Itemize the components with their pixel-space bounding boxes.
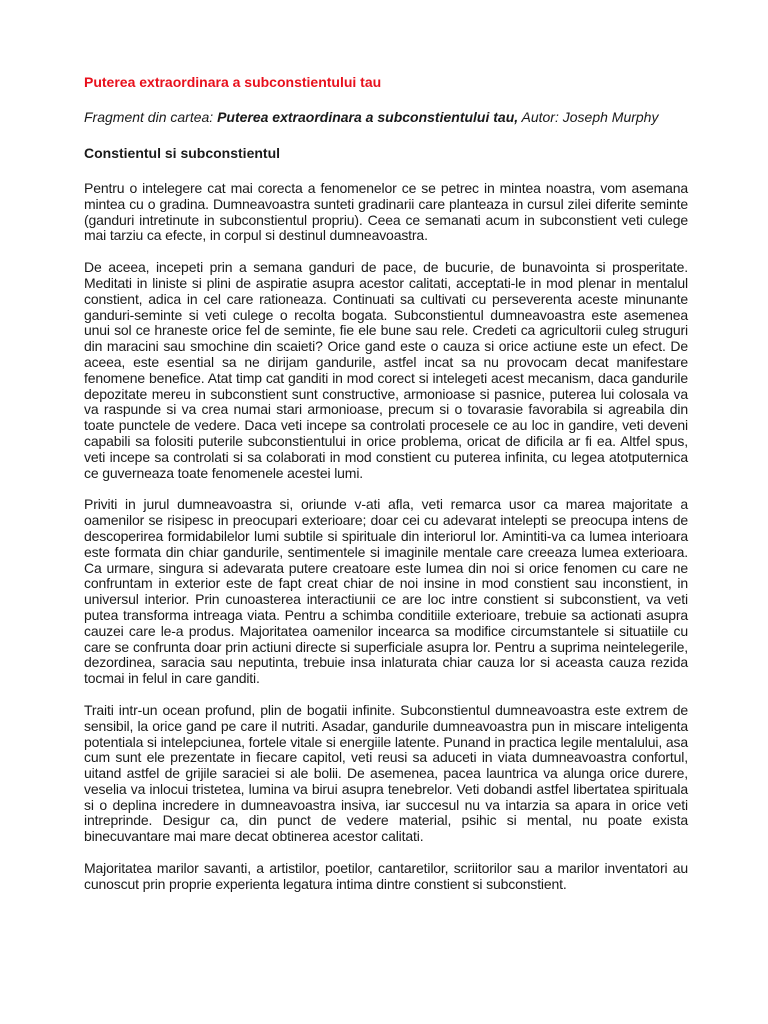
subtitle-prefix: Fragment din cartea: (84, 109, 218, 125)
document-page (84, 74, 688, 909)
paragraph: Pentru o intelegere cat mai corecta a fenomenelor ce se petrec in mintea noastra, vom asemana mintea cu o gradina. Dumneavoastra sunteti gradinarii care planteaza in cursul zilei diferite seminte (ganduri intretinute in subconstientul propriu). Ceea ce semanati acum in subconstient veti culege mai tarziu ca efecte, in corpul si destinul dumneavoastra. (84, 180, 688, 244)
subtitle-book-title: Puterea extraordinara a subconstientului tau, (217, 109, 519, 125)
subtitle-author: Autor: Joseph Murphy (518, 109, 659, 125)
paragraph: De aceea, incepeti prin a semana ganduri de pace, de bucurie, de bunavointa si prosperitate. Meditati in liniste si plini de aspiratie asupra acestor calitati, acceptati-le in mod plenar in mentalul constient, adica in cel care rationeaza. Continuati sa cultivati cu perseverenta aceste minunante ganduri-seminte si veti culege o recolta bogata. Subconstientul dumneavoastra este asemenea unui sol ce hraneste orice fel de seminte, fie ele bune sau rele. Credeti ca agricultorii culeg struguri din maracini sau smochine din scaieti? Orice gand este o cauza si orice actiune este un efect. De aceea, este esential sa ne dirijam gandurile, astfel incat sa nu provocam decat manifestare fenomene benefice. Atat timp cat ganditi in mod corect si intelegeti acest mecanism, daca gandurile depozitate mereu in subconstient sunt constructive, armonioase si pasnice, puterea lui colosala va va raspunde si va crea numai stari armonioase, precum si o tovarasie favorabila si agreabila din toate punctele de vedere. Daca veti incepe sa controlati procesele ce au loc in gandire, veti deveni capabili sa folositi puterile subconstientului in orice problema, oricat de dificila ar fi ea. Altfel spus, veti incepe sa controlati si sa colaborati in mod constient cu puterea infinita, cu legea atotputernica ce guverneaza toate fenomenele acestei lumi. (84, 259, 688, 481)
document-subtitle (84, 109, 688, 126)
paragraph: Majoritatea marilor savanti, a artistilor, poetilor, cantaretilor, scriitorilor sau a marilor inventatori au cunoscut prin proprie experienta legatura intima dintre constient si subconstient. (84, 860, 688, 892)
section-heading: Constientul si subconstientul (84, 145, 281, 161)
paragraph: Traiti intr-un ocean profund, plin de bogatii infinite. Subconstientul dumneavoastra este extrem de sensibil, la orice gand pe care il nutriti. Asadar, gandurile dumneavoastra pun in miscare inteligenta potentiala si intelepciunea, fortele vitale si energiile latente. Punand in practica legile mentalului, asa cum sunt ele prezentate in fiecare capitol, veti reusi sa aduceti in viata dumneavoastra confortul, uitand astfel de grijile saraciei si ale bolii. De asemenea, pacea launtrica va alunga orice durere, veselia va inlocui tristetea, lumina va birui asupra tenebrelor. Veti dobandi astfel libertatea spirituala si o deplina incredere in dumneavoastra insiva, iar succesul nu va intarzia sa apara in orice veti intreprinde. Desigur ca, din punct de vedere material, psihic si mental, nu poate exista binecuvantare mai mare decat obtinerea acestor calitati. (84, 701, 688, 845)
paragraph: Priviti in jurul dumneavoastra si, oriunde v-ati afla, veti remarca usor ca marea majoritate a oamenilor se risipesc in preocupari exterioare; doar cei cu adevarat intelepti se preocupa intens de descoperirea formidabilelor lumi subtile si spirituale din interiorul lor. Amintiti-va ca lumea interioara este formata din chiar gandurile, sentimentele si imaginile mentale care creeaza lumea exterioara. Ca urmare, singura si adevarata putere creatoare este lumea din noi si orice fenomen cu care ne confruntam in exterior este de fapt creat chiar de noi insine in mod constient sau inconstient, in universul interior. Prin cunoasterea interactiunii ce are loc intre constient si subconstient, va veti putea transforma intreaga viata. Pentru a schimba conditiile exterioare, trebuie sa actionati asupra cauzei care le-a produs. Majoritatea oamenilor incearca sa modifice circumstantele si situatiile cu care se confrunta doar prin actiuni directe si superficiale asupra lor. Pentru a suprima neintelegerile, dezordinea, saracia sau neputinta, trebuie insa inlaturata chiar cauza lor si aceasta cauza rezida tocmai in felul in care ganditi. (84, 496, 688, 687)
document-title: Puterea extraordinara a subconstientului tau (84, 74, 382, 90)
